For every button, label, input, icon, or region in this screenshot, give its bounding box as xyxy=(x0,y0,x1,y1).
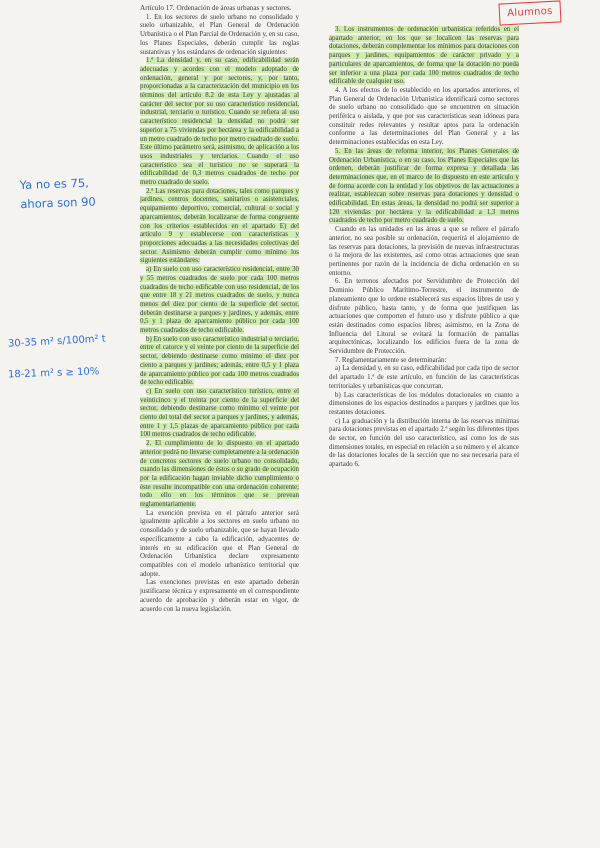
handwritten-note-reserves: 30-35 m² s/100m² t xyxy=(7,333,106,350)
highlight: c) En suelo con uso característico turístico, entre el veinticinco y el treinta por ciento de la superficie del sector, debiendo destinarse como mínimo el veinte por ciento del total del sector a parques y jardines, y además, entre 1 y 1,5 plazas de aparcamiento público por cada 100 metros cuadrados de techo edificable. xyxy=(140,387,299,439)
paragraph: a) La densidad y, en su caso, edificabilidad por cada tipo de sector del apartado 1.ª de este artículo, en función de las características territoriales y urbanísticas que concurran. xyxy=(329,365,519,390)
paragraph: c) La graduación y la distribución interna de las reservas mínimas para dotaciones previstas en el apartado 2.ª según los diferentes tipos de sector, en función del uso característico, así como los de sus dimensiones totales, en especial en relación a su número y el alcance de las dotaciones locales de la sección que no sea necesaria para el apartado 6. xyxy=(329,417,519,469)
paragraph: 6. En terrenos afectados por Servidumbre de Protección del Dominio Público Marítimo-Terrestre, el instrumento de planeamiento que lo ordene establecerá sus espacios libres de uso y disfrute público, hasta tanto, y de forma que justifiquen las actuaciones que comporten el futuro uso y disfrute público a que están destinados como espacios libres; asimismo, en la Zona de Influencia del Litoral se evitará la formación de pantallas arquitectónicas, localizando los edificios fuera de la zona de Servidumbre de Protección. xyxy=(329,278,519,356)
right-column xyxy=(329,26,519,470)
highlighted-paragraph xyxy=(329,26,519,87)
paragraph: b) Las características de los módulos dotacionales en cuanto a dimensiones de los espacios destinados a parques y jardines que los restantes dotaciones. xyxy=(329,391,519,416)
highlight: a) En suelo con uso característico residencial, entre 30 y 55 metros cuadrados de suelo por cada 100 metros cuadrados de techo edificable con uso residencial, de los que entre 18 y 21 metros cuadrados de suelo, y nunca menos del diez por ciento de la superficie del sector, deberán destinarse a parques y jardines, y además, entre 0,5 y 1 plaza de aparcamiento público por cada 100 metros cuadrados de techo edificable. xyxy=(140,266,299,335)
paragraph: 1. En los sectores de suelo urbano no consolidado y suelo urbanizable, el Plan General de Ordenación Urbanística o el Plan Parcial de Ordenación y, en su caso, los Planes Especiales, deberán cumplir las reglas sustantivas y los estándares de ordenación siguientes: xyxy=(140,13,299,56)
alumnos-stamp: Alumnos xyxy=(498,0,561,25)
paragraph: 4. A los efectos de lo establecido en los apartados anteriores, el Plan General de Ordenación Urbanística identificará como sectores de suelo urbano no consolidado que se encuentren en situación periférica o aislada, y que por sus características sean idóneas para constituir redes relevantes y resultar aptos para la ordenación conforme a las determinaciones del Plan General y a las determinaciones establecidas en esta Ley. xyxy=(329,86,519,147)
highlighted-paragraph xyxy=(140,336,299,388)
paragraph: La exención prevista en el párrafo anterior será igualmente aplicable a los sectores en suelo urbano no consolidado y de suelo urbanizable, que se hayan llevado específicamente a cabo la edificación, adyacentes de interés en su edificación que el Plan General de Ordenación Urbanística declare expresamente compatibles con el modelo urbanístico territorial que adopte. xyxy=(140,509,299,578)
highlighted-paragraph xyxy=(140,440,299,510)
handwritten-note-parks: 18-21 m² s ≥ 10% xyxy=(7,366,100,381)
highlight: 5. En las áreas de reforma interior, los Planes Generales de Ordenación Urbanística, o en su caso, los Planes Especiales que las ordenen, deberán justificar de forma expresa y detallada las determinaciones que, en el marco de lo dispuesto en este artículo y de forma acorde con la entidad y los objetivos de las actuaciones a realizar, establezcan sobre reservas para dotaciones y densidad o edificabilidad. En estas áreas, la densidad no podrá ser superior a 120 viviendas por hectárea y la edificabilidad a 1,3 metros cuadrados de techo por metro cuadrado de suelo. xyxy=(329,147,519,225)
highlight: 3. Los instrumentos de ordenación urbanística referidos en el apartado anterior, en los que se localicen las reservas para dotaciones, deberán complementar los mínimos para dotaciones con parques y jardines, equipamientos de carácter privado y a particulares de aparcamientos, de forma que la dotación no pueda ser inferior a una plaza por cada 100 metros cuadrados de techo edificable de cualquier uso. xyxy=(329,26,519,86)
highlighted-paragraph xyxy=(140,188,299,266)
note-line: ahora son 90 xyxy=(20,194,96,212)
handwritten-note-density xyxy=(19,172,140,214)
highlighted-paragraph xyxy=(140,57,299,188)
highlight: 2. El cumplimiento de lo dispuesto en el apartado anterior podrá no llevarse completamente a la ordenación de concretos sectores de suelo urbano no consolidado, cuando las dimensiones de éstos o su grado de ocupación por la edificación hagan inviable dicho cumplimiento o éste resulte incompatible con una ordenación coherente; todo ello en los términos que se prevean reglamentariamente. xyxy=(140,440,299,509)
highlight: 1.ª La densidad y, en su caso, edificabilidad serán adecuadas y acordes con el modelo adoptado de ordenación, general y por sectores, y, por tanto, proporcionadas a la caracterización del municipio en los términos del artículo 8.2 de esta Ley y ajustadas al carácter del sector por su uso característico residencial, industrial, terciario o turístico. Cuando se refiera al uso característico residencial la densidad no podrá ser superior a 75 viviendas por hectárea y la edificabilidad a un metro cuadrado de techo por metro cuadrado de suelo. Este último parámetro será, asimismo, de aplicación a los usos industriales y terciarios. Cuando el uso característico sea el turístico no se superará la edificabilidad de 0,3 metros cuadrados de techo por metro cuadrado de suelo. xyxy=(140,57,299,187)
paragraph: Las exenciones previstas en este apartado deberán justificarse técnica y expresamente en el correspondiente acuerdo de aprobación y deberán estar en vigor, de acuerdo con la nueva legislación. xyxy=(140,579,299,613)
highlight: 2.ª Las reservas para dotaciones, tales como parques y jardines, centros docentes, sanitarios o asistenciales, equipamiento deportivo, comercial, cultural o social y aparcamientos, deberán localizarse de forma congruente con los criterios establecidos en el apartado E) del artículo 9 y establecerse con características y proporciones adecuadas a las necesidades colectivas del sector. Asimismo deberán cumplir como mínimo los siguientes estándares: xyxy=(140,187,299,265)
left-column xyxy=(140,4,299,614)
note-line: Ya no es 75, xyxy=(19,175,90,193)
highlighted-paragraph xyxy=(329,148,519,226)
paragraph: 7. Reglamentariamente se determinarán: xyxy=(335,356,447,364)
highlight: b) En suelo con uso característico industrial o terciario, entre el catorce y el veinte por ciento de la superficie del sector, debiendo destinarse como mínimo el diez por ciento a parques y jardines; además, entre 0,5 y 1 plaza de aparcamiento público por cada 100 metros cuadrados de techo edificable. xyxy=(140,335,299,387)
paragraph: Cuando en las unidades en las áreas a que se refiere el párrafo anterior, no sea posible su ordenación, requerirá el alojamiento de las reservas para dotaciones, la previsión de nuevas infraestructuras o la mejora de las existentes, así como otras actuaciones que sean pertinentes por razón de la incidencia de dicha ordenación en su entorno. xyxy=(329,226,519,277)
highlighted-paragraph xyxy=(140,388,299,440)
article-heading: Artículo 17. Ordenación de áreas urbanas y sectores. xyxy=(140,4,292,12)
highlighted-paragraph xyxy=(140,266,299,336)
